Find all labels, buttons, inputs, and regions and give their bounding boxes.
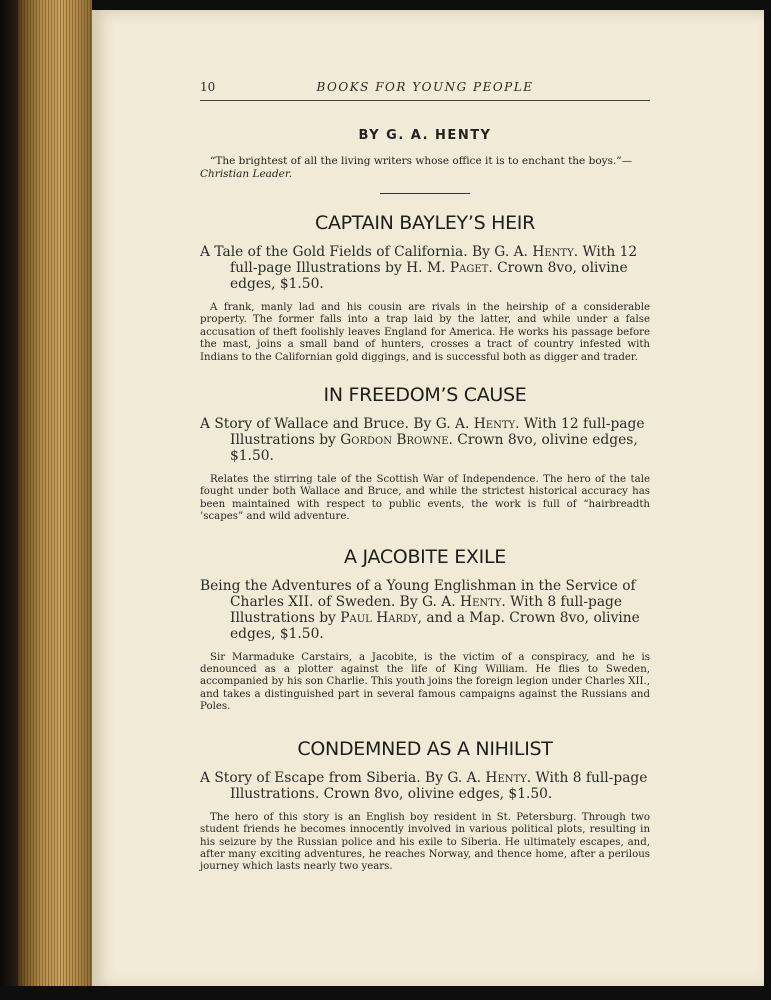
quote-source: Christian Leader. (200, 168, 293, 180)
illustrator-name: Paget. (449, 260, 493, 276)
subtitle-text: A Story of Wallace and Bruce. By G. A. (200, 416, 474, 433)
illustrator-name: Gordon Browne. (340, 432, 453, 449)
subtitle-text: With 12 full-page Illustrations by H. M. (230, 244, 638, 276)
author-name: Henty. (532, 244, 579, 260)
subtitle-text: With 8 full-page Illustrations by (230, 593, 623, 626)
book-description: Relates the stirring tale of the Scottish War of Independence. The hero of the tale fought under both Wallace and Bruce, and while the strictest historical accuracy has been maintained with respect to public events, the work is full of “hairbreadth ’scapes” and wild adventure. (200, 474, 650, 523)
author-name: Henty. (460, 593, 506, 610)
book-spine (0, 0, 18, 1000)
page-number: 10 (200, 80, 216, 94)
author-name: Henty. (473, 416, 520, 433)
subtitle-text: A Tale of the Gold Fields of California. By G. A. (200, 244, 533, 260)
author-name: Henty. (485, 769, 532, 786)
bottom-background (0, 986, 771, 1000)
page-content (200, 128, 650, 874)
subtitle-text: Crown 8vo, olivine edges, $1.50. (230, 260, 628, 292)
book-page (92, 10, 764, 988)
book-entry (200, 738, 650, 874)
book-title: A JACOBITE EXILE (344, 545, 506, 568)
subtitle-text: Being the Adventures of a Young Englishman in the Service of Charles XII. of Sweden. By G. A. (200, 577, 636, 610)
book-entry (200, 212, 650, 364)
running-head: BOOKS FOR YOUNG PEOPLE (316, 80, 534, 94)
subtitle-text: A Story of Escape from Siberia. By G. A. (200, 769, 486, 786)
author-quote (200, 155, 650, 181)
book-subtitle (200, 770, 650, 802)
book-description: Sir Marmaduke Carstairs, a Jacobite, is the victim of a conspiracy, and he is denounced as a plotter against the life of King William. He flies to Sweden, accompanied by his son Charlie. This youth joins the foreign legion under Charles XII., and takes a distinguished part in several famous campaigns against the Russians and Poles. (200, 651, 650, 713)
book-description: The hero of this story is an English boy resident in St. Petersburg. Through two student friends he becomes innocently involved in various political plots, resulting in his seizure by the Russian police and his exile to Siberia. He ultimately escapes, and, after many exciting adventures, he reaches Norway, and thence home, after a perilous journey which lasts nearly two years. (200, 811, 650, 873)
illustrator-name: Paul Hardy, (340, 609, 422, 626)
book-title: CONDEMNED AS A NIHILIST (297, 737, 553, 760)
book-entry (200, 546, 650, 714)
subtitle-text: With 8 full-page Illustrations. Crown 8vo, olivine edges, $1.50. (230, 769, 648, 802)
section-rule (380, 193, 470, 194)
author-heading: BY G. A. HENTY (358, 128, 492, 143)
book-entry (200, 384, 650, 524)
book-title: IN FREEDOM’S CAUSE (323, 384, 527, 407)
book-subtitle (200, 578, 650, 642)
quote-text: “The brightest of all the living writers whose office it is to enchant the boys.”— (210, 155, 633, 167)
subtitle-text: and a Map. Crown 8vo, olivine edges, $1.50. (230, 609, 640, 642)
page-header (200, 80, 650, 101)
subtitle-text: Crown 8vo, olivine edges, $1.50. (230, 432, 638, 465)
subtitle-text: With 12 full-page Illustrations by (230, 416, 645, 449)
book-subtitle (200, 244, 650, 292)
book-description: A frank, manly lad and his cousin are rivals in the heirship of a considerable property. The former falls into a trap laid by the latter, and while under a false accusation of theft foolishly leaves England for America. He works his passage before the mast, joins a small band of hunters, crosses a tract of country infested with Indians to the Californian gold diggings, and is successful both as digger and trader. (200, 302, 650, 363)
book-title: CAPTAIN BAYLEY’S HEIR (314, 212, 535, 234)
book-subtitle (200, 416, 650, 464)
